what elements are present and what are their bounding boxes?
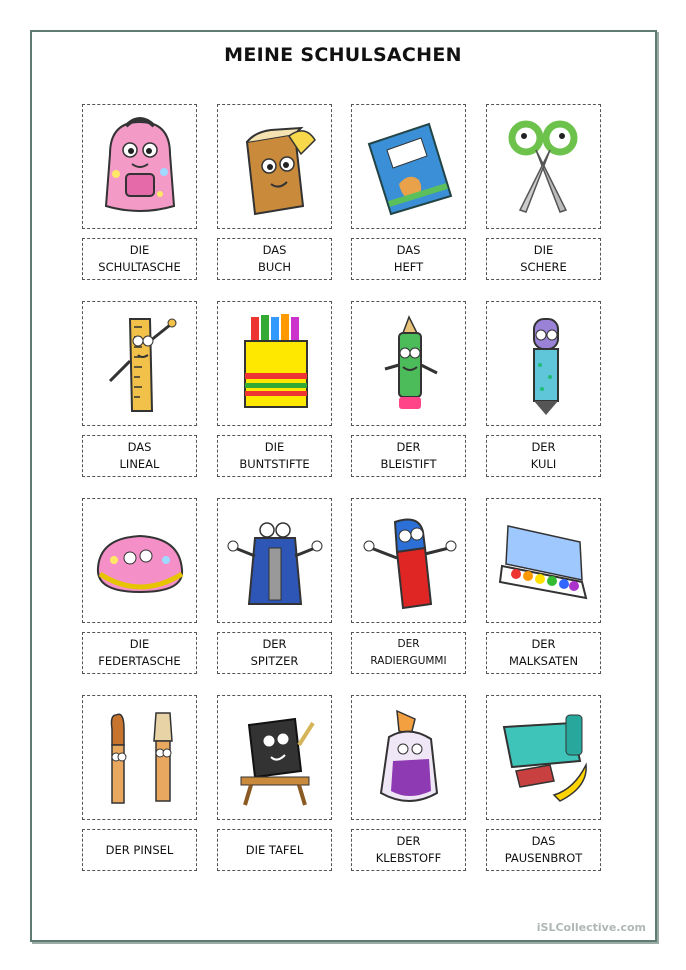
scissors-icon: [494, 114, 594, 219]
card-pen: [486, 301, 601, 426]
pencil-case-icon: [90, 508, 190, 613]
label-blackboard: [217, 829, 332, 871]
label-noun: SPITZER: [250, 654, 299, 668]
label-ruler: [82, 435, 197, 477]
card-book: [217, 104, 332, 229]
label-schoolbag: [82, 238, 197, 280]
label-article: DIE: [264, 440, 285, 454]
label-noun: FEDERTASCHE: [98, 654, 181, 668]
card-sharpener: [217, 498, 332, 623]
card-schoolbag: [82, 104, 197, 229]
ruler-icon: [90, 311, 190, 416]
label-paintbrush: [82, 829, 197, 871]
pen-icon: [494, 311, 594, 416]
label-pencil-case: [82, 632, 197, 674]
label-article: DAS: [396, 243, 421, 257]
blackboard-icon: [225, 705, 325, 810]
card-notebook: [351, 104, 466, 229]
crayons-icon: [225, 311, 325, 416]
label-noun: BLEISTIFT: [380, 457, 437, 471]
label-article: DAS: [531, 834, 556, 848]
label-lunchbox: [486, 829, 601, 871]
label-noun: SCHERE: [520, 260, 567, 274]
label-article: DER: [396, 834, 421, 848]
label-noun: BUNTSTIFTE: [239, 457, 310, 471]
label-pencil: [351, 435, 466, 477]
card-lunchbox: [486, 695, 601, 820]
label-paintbox: [486, 632, 601, 674]
label-noun: BUCH: [258, 260, 291, 274]
card-eraser: [351, 498, 466, 623]
label-article: DER: [262, 637, 287, 651]
label-sharpener: [217, 632, 332, 674]
label-article: DER: [396, 440, 421, 454]
paintbox-icon: [494, 508, 594, 613]
page-title: MEINE SCHULSACHEN: [224, 44, 462, 66]
label-article: DIE: [129, 637, 150, 651]
label-eraser: [351, 632, 466, 674]
label-article: DIE: [129, 243, 150, 257]
label-noun: KULI: [530, 457, 557, 471]
label-article: DER: [531, 637, 556, 651]
label-article: DIE: [533, 243, 554, 257]
card-crayons: [217, 301, 332, 426]
card-glue: [351, 695, 466, 820]
label-article: DER PINSEL: [105, 842, 174, 857]
label-noun: MALKSATEN: [508, 654, 579, 668]
lunchbox-icon: [494, 705, 594, 810]
label-article: DAS: [127, 440, 152, 454]
card-blackboard: [217, 695, 332, 820]
watermark: iSLCollective.com: [536, 921, 646, 934]
label-article: DAS: [262, 243, 287, 257]
label-article: DER: [397, 638, 420, 650]
label-pen: [486, 435, 601, 477]
label-noun: LINEAL: [119, 457, 160, 471]
label-article: DIE TAFEL: [245, 842, 304, 857]
book-icon: [225, 114, 325, 219]
label-scissors: [486, 238, 601, 280]
label-notebook: [351, 238, 466, 280]
glue-icon: [359, 705, 459, 810]
label-glue: [351, 829, 466, 871]
notebook-icon: [359, 114, 459, 219]
label-noun: RADIERGUMMI: [370, 655, 447, 667]
pencil-icon: [359, 311, 459, 416]
label-noun: SCHULTASCHE: [98, 260, 181, 274]
card-paintbox: [486, 498, 601, 623]
label-noun: KLEBSTOFF: [375, 851, 442, 865]
paintbrush-icon: [90, 705, 190, 810]
card-scissors: [486, 104, 601, 229]
card-pencil: [351, 301, 466, 426]
label-article: DER: [531, 440, 556, 454]
card-ruler: [82, 301, 197, 426]
card-paintbrush: [82, 695, 197, 820]
label-crayons: [217, 435, 332, 477]
label-book: [217, 238, 332, 280]
label-noun: PAUSENBROT: [504, 851, 583, 865]
label-noun: HEFT: [393, 260, 424, 274]
eraser-icon: [359, 508, 459, 613]
sharpener-icon: [225, 508, 325, 613]
card-pencil-case: [82, 498, 197, 623]
schoolbag-icon: [90, 114, 190, 219]
